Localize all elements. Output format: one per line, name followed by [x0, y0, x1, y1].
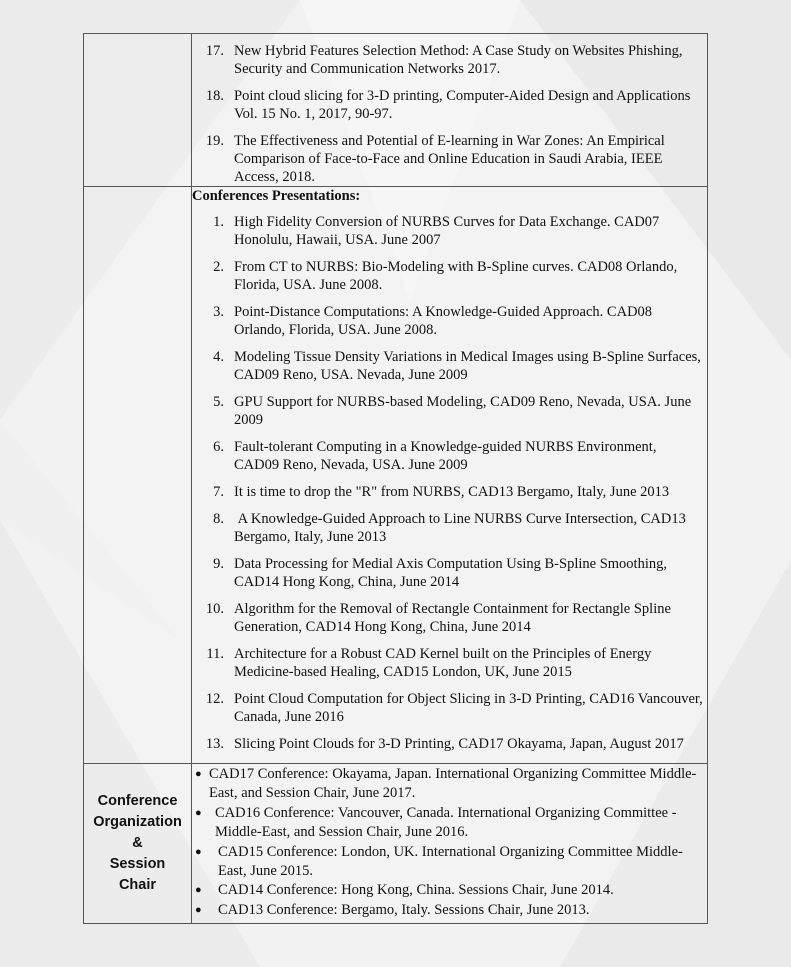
bullet-icon: ●	[195, 903, 202, 916]
item-number: 19.	[205, 133, 224, 149]
item-number: 6.	[213, 439, 224, 455]
label-line: &	[132, 835, 143, 851]
item-text: Point cloud slicing for 3-D printing, Computer-Aided Design and Applications Vol. 15 No. 1, 2017, 90-97.	[234, 88, 691, 122]
item-text: High Fidelity Conversion of NURBS Curves for Data Exchange. CAD07 Honolulu, Hawaii, USA. June 2007	[234, 214, 660, 248]
item-text: CAD14 Conference: Hong Kong, China. Sessions Chair, June 2014.	[218, 882, 614, 898]
conferences-row	[84, 187, 708, 764]
conference-item	[192, 735, 707, 753]
item-number: 1.	[213, 214, 224, 230]
organization-item	[192, 843, 707, 880]
organization-label	[84, 764, 192, 924]
item-text: GPU Support for NURBS-based Modeling, CAD09 Reno, Nevada, USA. June 2009	[234, 394, 692, 428]
item-text: CAD13 Conference: Bergamo, Italy. Sessions Chair, June 2013.	[218, 901, 590, 918]
conference-item	[192, 483, 707, 501]
publications-left-cell	[84, 34, 192, 187]
bullet-icon: ●	[195, 884, 202, 896]
publication-item	[192, 42, 707, 78]
bullet-icon: ●	[195, 846, 202, 858]
conference-item	[192, 600, 707, 636]
item-text: Algorithm for the Removal of Rectangle Containment for Rectangle Spline Generation, CAD14 Hong Kong, China, June 2014	[234, 601, 671, 635]
conference-item	[192, 213, 707, 249]
conference-item	[192, 303, 707, 339]
conference-item	[192, 258, 707, 294]
item-text: Modeling Tissue Density Variations in Medical Images using B-Spline Surfaces, CAD09 Reno, USA. Nevada, June 2009	[234, 349, 701, 383]
label-line: Session	[109, 856, 166, 872]
bullet-icon: ●	[195, 807, 202, 819]
label-line: Chair	[118, 877, 157, 893]
item-number: 9.	[213, 556, 224, 572]
publication-item	[192, 132, 707, 186]
item-number: 4.	[213, 349, 224, 365]
conference-item	[192, 645, 707, 681]
item-text: A Knowledge-Guided Approach to Line NURBS Curve Intersection, CAD13 Bergamo, Italy, June 2013	[234, 511, 686, 545]
label-line: Organization	[93, 814, 182, 830]
publications-row	[84, 34, 708, 187]
conference-item	[192, 555, 707, 591]
publication-item	[192, 87, 707, 123]
organization-list	[192, 764, 708, 924]
item-number: 18.	[205, 88, 224, 104]
item-text: CAD17 Conference: Okayama, Japan. International Organizing Committee Middle-East, and Session Chair, June 2017.	[209, 766, 697, 801]
item-text: CAD15 Conference: London, UK. International Organizing Committee Middle-East, June 2015.	[218, 844, 683, 879]
item-text: Point-Distance Computations: A Knowledge-Guided Approach. CAD08 Orlando, Florida, USA. June 2008.	[234, 304, 653, 338]
organization-item	[192, 804, 707, 841]
conferences-left-cell	[84, 187, 192, 764]
conferences-list	[192, 187, 708, 764]
conferences-heading: Conferences Presentations:	[192, 188, 361, 204]
item-text: CAD16 Conference: Vancouver, Canada. International Organizing Committee - Middle-East, and Session Chair, June 2016.	[215, 805, 677, 840]
item-number: 12.	[205, 691, 224, 707]
conference-item	[192, 438, 707, 474]
item-number: 2.	[213, 259, 224, 275]
label-line: Conference	[97, 793, 178, 809]
item-number: 17.	[205, 43, 224, 59]
conference-item	[192, 510, 707, 546]
item-text: Point Cloud Computation for Object Slicing in 3-D Printing, CAD16 Vancouver, Canada, June 2016	[234, 691, 703, 725]
item-text: Slicing Point Clouds for 3-D Printing, CAD17 Okayama, Japan, August 2017	[234, 736, 684, 752]
organization-item	[192, 881, 707, 900]
organization-item	[192, 901, 707, 920]
item-text: From CT to NURBS: Bio-Modeling with B-Spline curves. CAD08 Orlando, Florida, USA. June 2008.	[234, 259, 678, 293]
item-number: 5.	[213, 394, 224, 410]
item-number: 13.	[205, 736, 224, 752]
item-number: 10.	[205, 601, 224, 617]
conference-item	[192, 690, 707, 726]
organization-row	[84, 764, 708, 924]
item-text: Data Processing for Medial Axis Computation Using B-Spline Smoothing, CAD14 Hong Kong, China, June 2014	[234, 556, 667, 590]
item-number: 8.	[213, 511, 224, 527]
item-text: Fault-tolerant Computing in a Knowledge-guided NURBS Environment, CAD09 Reno, Nevada, USA. June 2009	[234, 439, 657, 473]
cv-table	[83, 33, 708, 924]
publications-list	[192, 34, 708, 187]
item-text: The Effectiveness and Potential of E-learning in War Zones: An Empirical Comparison of Face-to-Face and Online Education in Saudi Arabia, IEEE Access, 2018.	[234, 133, 665, 185]
item-number: 7.	[213, 484, 224, 500]
item-text: New Hybrid Features Selection Method: A Case Study on Websites Phishing, Security and Communication Networks 2017.	[234, 43, 683, 77]
bullet-icon: ●	[195, 768, 202, 780]
item-number: 11.	[206, 646, 224, 662]
conference-item	[192, 393, 707, 429]
item-number: 3.	[213, 304, 224, 320]
organization-item	[192, 765, 707, 802]
conference-item	[192, 348, 707, 384]
item-text: It is time to drop the "R" from NURBS, CAD13 Bergamo, Italy, June 2013	[234, 484, 670, 500]
item-text: Architecture for a Robust CAD Kernel built on the Principles of Energy Medicine-based Healing, CAD15 London, UK, June 2015	[234, 646, 652, 680]
